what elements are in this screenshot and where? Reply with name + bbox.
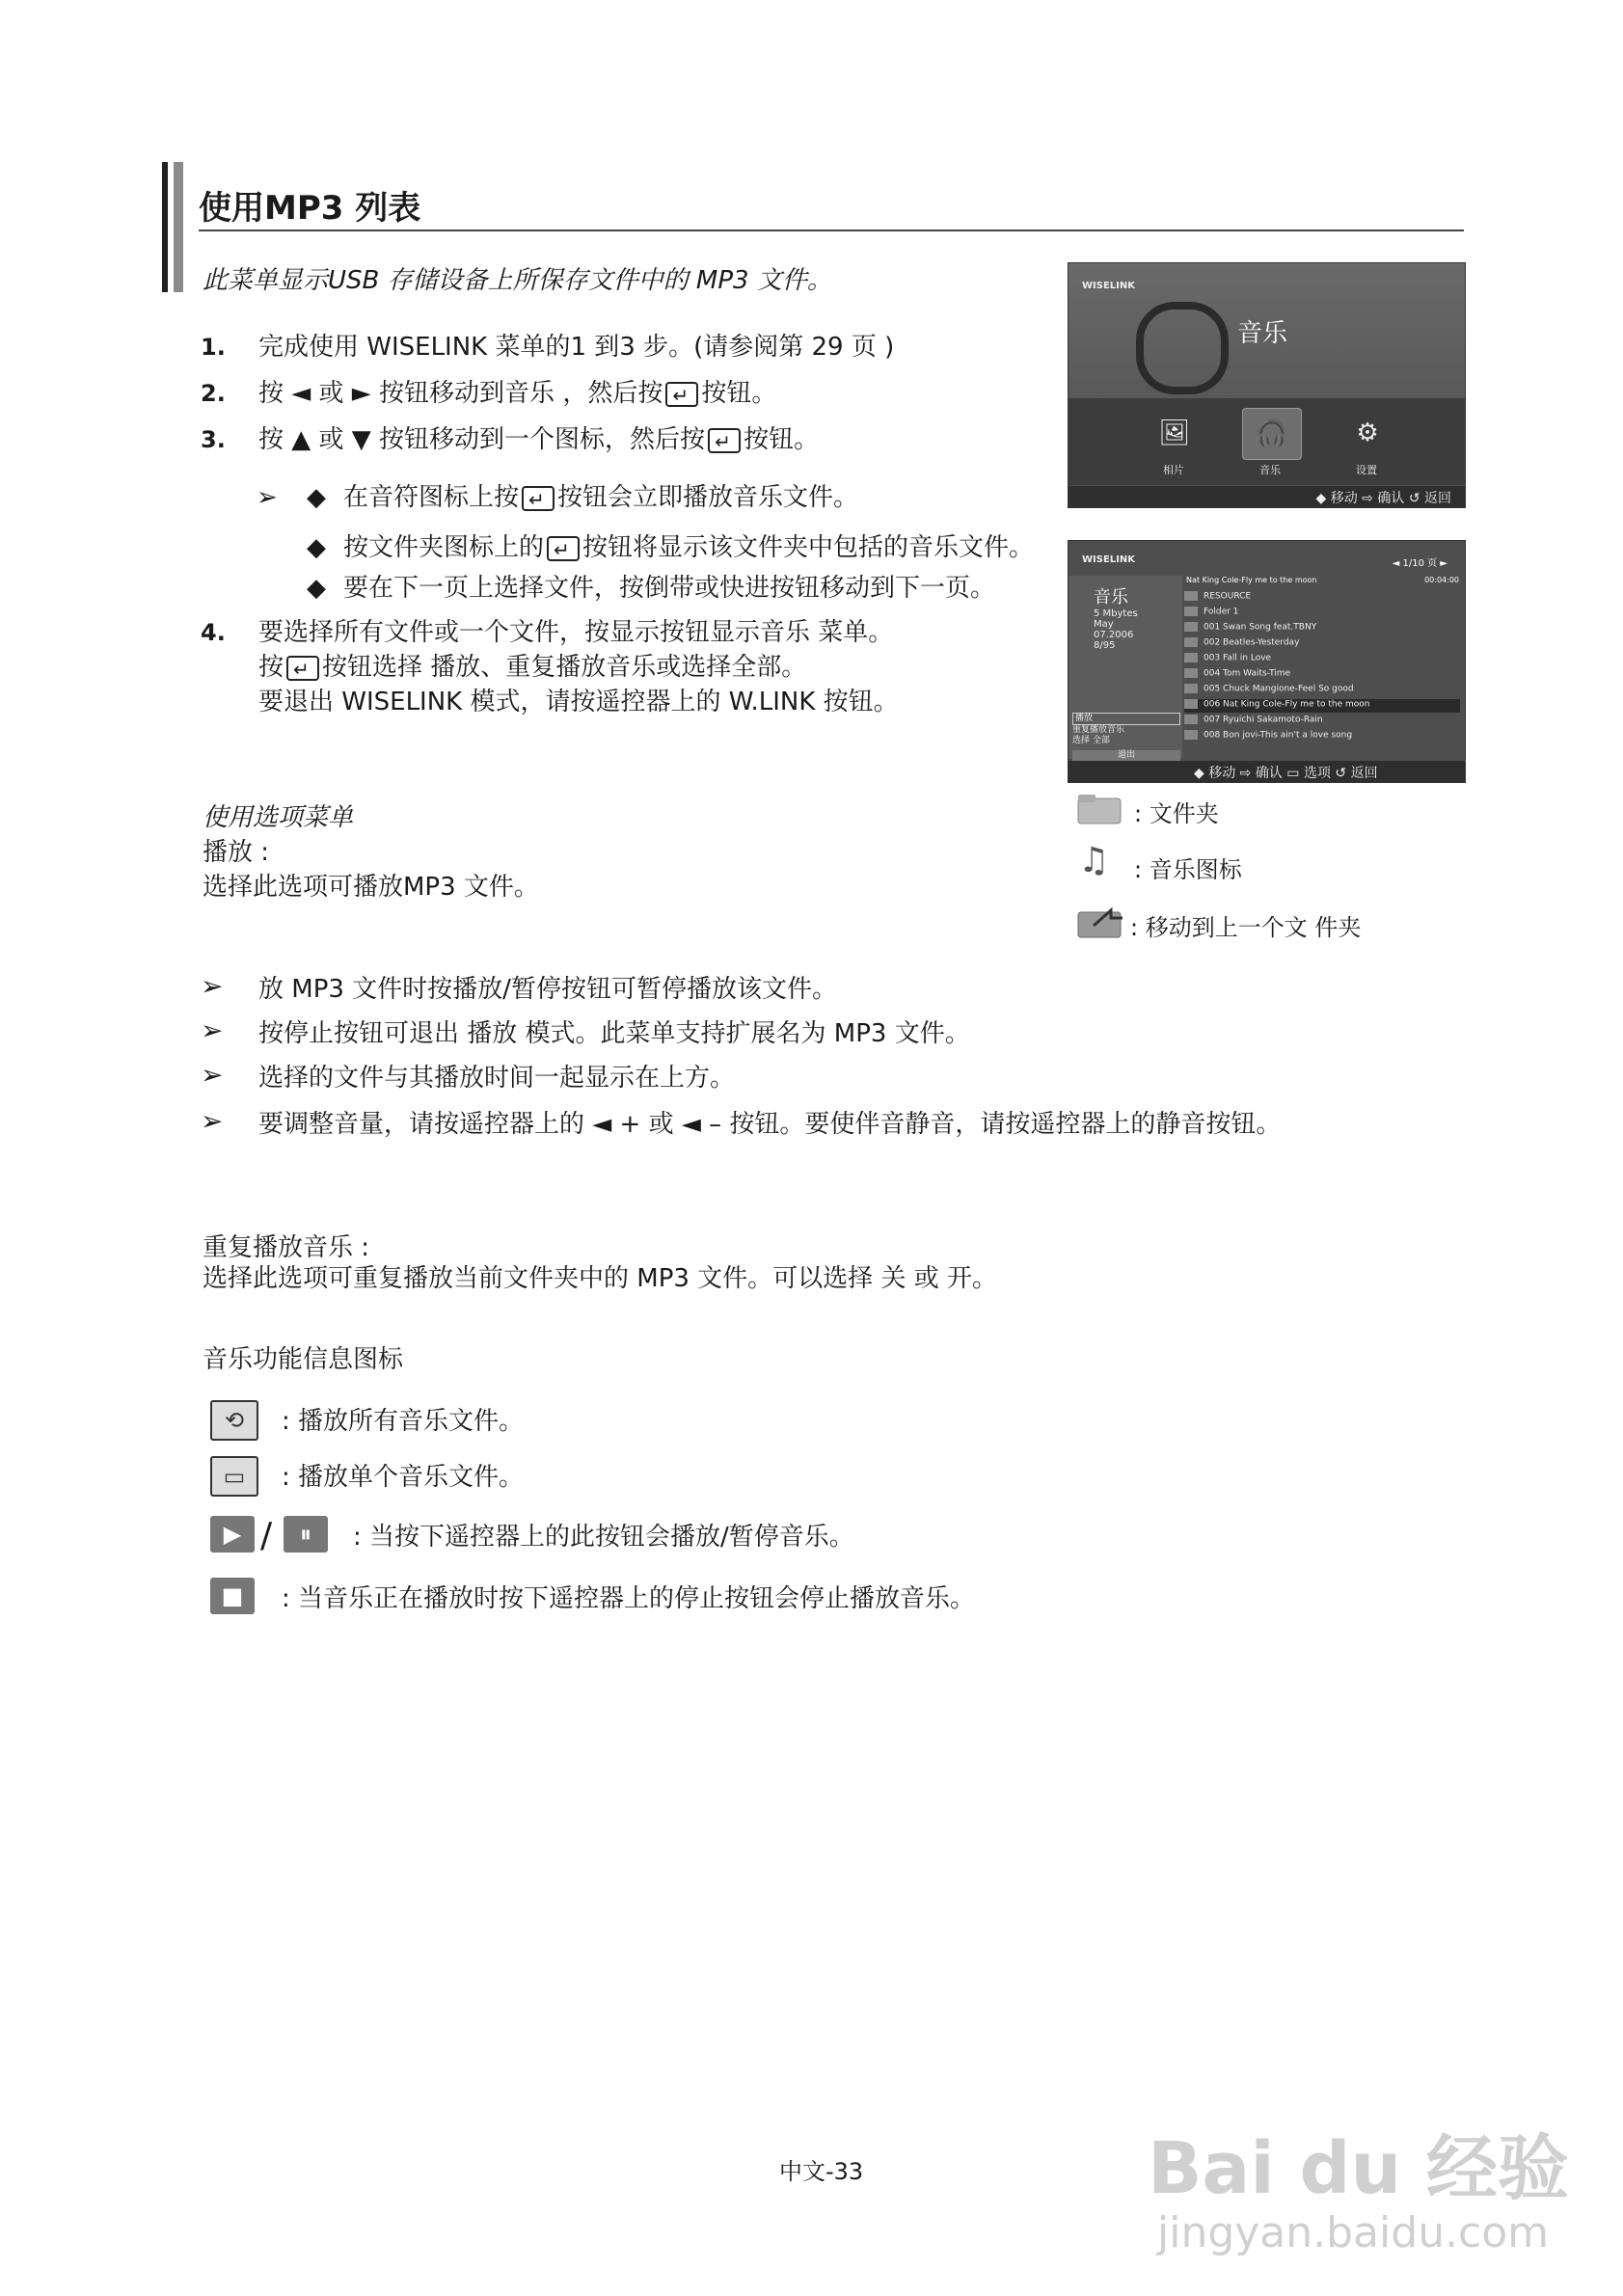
menu-item-repeat[interactable]: 重复播放音乐 (1072, 725, 1125, 735)
note-text: 在音符图标上按 (343, 483, 520, 512)
music-note-icon (1184, 607, 1198, 616)
note-text: 按钮将显示该文件夹中包括的音乐文件。 (582, 533, 1035, 562)
list-item[interactable] (1184, 622, 1316, 635)
row-label: 003 Fall in Love (1204, 653, 1272, 663)
pause-icon: ⏸ (284, 1516, 328, 1553)
music-note-icon (1184, 699, 1198, 709)
panel-title: 音乐 (1094, 587, 1128, 608)
list-item[interactable] (1184, 607, 1238, 620)
photo-icon: 🖼 (1158, 419, 1191, 447)
list-item[interactable] (1184, 668, 1290, 682)
repeat-one-icon: ▭ (210, 1456, 258, 1497)
list-item[interactable] (1184, 715, 1323, 728)
row-label: 005 Chuck Mangione-Feel So good (1204, 684, 1354, 694)
list-item[interactable] (1184, 637, 1299, 651)
row-label: 004 Tom Waits-Time (1204, 668, 1291, 679)
note-arrow-icon: ➢ (257, 483, 278, 512)
row-label: RESOURCE (1204, 591, 1252, 602)
play-desc: 选择此选项可播放MP3 文件。 (203, 873, 539, 902)
arrow-note-1: 放 MP3 文件时按播放/暂停按钮可暂停播放该文件。 (258, 975, 837, 1004)
row-label: Folder 1 (1204, 607, 1239, 617)
step-number: 2. (201, 380, 226, 407)
func-icons-heading: 音乐功能信息图标 (203, 1345, 404, 1374)
play-label: 播放 : (203, 838, 270, 867)
step-text: 按钮。 (744, 425, 820, 454)
step-text: 按 ◄ 或 ► 按钮移动到音乐 ，然后按 (258, 379, 663, 408)
icon-label-music: 音乐 (1259, 464, 1281, 476)
note-arrow-icon: ➢ (201, 1059, 224, 1091)
file-info (1094, 608, 1138, 651)
arrow-note-2: 按停止按钮可退出 播放 模式。此菜单支持扩展名为 MP3 文件。 (258, 1019, 970, 1048)
folder-icon (1076, 791, 1123, 825)
note-arrow-icon: ➢ (201, 1014, 224, 1046)
note-arrow-icon: ➢ (201, 1105, 224, 1137)
footer-hints: ◆ 移动 ⇨ 确认 ↺ 返回 (1315, 491, 1451, 506)
step-1 (201, 330, 226, 365)
note-text: 按文件夹图标上的 (343, 533, 545, 562)
step-text: 按钮选择 播放、重复播放音乐或选择全部。 (322, 653, 807, 682)
step-text: 按 (258, 653, 284, 682)
music-menu-screenshot (1068, 262, 1466, 508)
legend-up: : 移动到上一个文 件夹 (1130, 914, 1362, 941)
title-underline (199, 230, 1464, 231)
enter-icon (522, 486, 555, 511)
step-number: 1. (201, 334, 226, 361)
baidu-watermark: Bai du 经验 (1148, 2127, 1569, 2210)
step-4 (201, 615, 226, 650)
stop-icon: ■ (210, 1578, 255, 1614)
note-arrow-icon: ➢ (201, 970, 224, 1002)
enter-icon (547, 536, 580, 561)
screen-footer (1068, 761, 1465, 782)
step-number: 4. (201, 619, 226, 646)
bullet-diamond-icon: ◆ (307, 574, 326, 603)
option-menu (1072, 713, 1180, 761)
info-line: 8/95 (1094, 640, 1116, 651)
footer-hints: ◆ 移动 ⇨ 确认 ▭ 选项 ↺ 返回 (1194, 766, 1378, 781)
step-1-text: 完成使用 WISELINK 菜单的1 到3 步。(请参阅第 29 页 ) (258, 333, 895, 362)
music-icon: 🎧 (1242, 408, 1302, 460)
func-icon-desc: : 当音乐正在播放时按下遥控器上的停止按钮会停止播放音乐。 (282, 1584, 976, 1613)
music-note-icon (1184, 668, 1198, 678)
step-text: 按 ▲ 或 ▼ 按钮移动到一个图标，然后按 (258, 425, 706, 454)
enter-icon (665, 382, 698, 407)
list-item[interactable] (1184, 653, 1271, 666)
folder-icon (1184, 591, 1198, 601)
play-time: 00:04:00 (1424, 576, 1459, 584)
note-1 (343, 480, 858, 515)
note-text: 按钮会立即播放音乐文件。 (557, 483, 859, 512)
enter-icon (708, 428, 741, 453)
music-note-icon (1184, 715, 1198, 724)
arrow-note-3: 选择的文件与其播放时间一起显示在上方。 (258, 1064, 736, 1093)
option-menu-heading: 使用选项菜单 (203, 803, 354, 832)
title-bar-accent-grey (174, 162, 183, 292)
row-label: 002 Beatles-Yesterday (1204, 637, 1300, 648)
menu-exit[interactable]: 退出 (1072, 750, 1180, 761)
bullet-diamond-icon: ◆ (307, 483, 326, 512)
note-3: 要在下一页上选择文件，按倒带或快进按钮移动到下一页。 (343, 574, 996, 603)
headphones-icon (1136, 302, 1229, 394)
icon-label-settings: 设置 (1356, 464, 1377, 476)
row-label: 001 Swan Song feat.TBNY (1204, 622, 1317, 633)
func-icon-desc: : 播放单个音乐文件。 (282, 1463, 525, 1492)
step-3-text (258, 422, 819, 457)
wiselink-logo: WISELINK (1082, 281, 1135, 291)
repeat-all-icon: ⟲ (210, 1400, 258, 1441)
music-note-icon (1184, 730, 1198, 740)
legend-music: : 音乐图标 (1134, 856, 1242, 883)
icon-label-photo: 相片 (1163, 464, 1184, 476)
screen-title: 音乐 (1237, 319, 1288, 348)
legend-folder: : 文件夹 (1134, 800, 1219, 827)
list-item[interactable] (1184, 591, 1251, 605)
step-3 (201, 422, 226, 457)
music-note-icon (1184, 622, 1198, 632)
step-4-line-2 (258, 650, 806, 685)
info-line: 07.2006 (1094, 630, 1134, 640)
info-line: May (1094, 619, 1114, 630)
list-item[interactable] (1184, 684, 1354, 697)
music-note-icon (1184, 653, 1198, 662)
note-2 (343, 530, 1034, 565)
menu-item-play[interactable]: 播放 (1072, 713, 1180, 725)
slash-divider: / (260, 1516, 273, 1555)
list-item[interactable] (1184, 730, 1352, 743)
bullet-diamond-icon: ◆ (307, 533, 326, 562)
music-note-icon (1184, 637, 1198, 647)
step-number: 3. (201, 426, 226, 453)
step-2-text (258, 376, 776, 411)
arrow-note-4: 要调整音量，请按遥控器上的 ◄ + 或 ◄ – 按钮。要使伴音静音，请按遥控器上的静音按钮。 (258, 1110, 1282, 1139)
wiselink-logo: WISELINK (1082, 554, 1135, 565)
page-indicator: ◄ 1/10 页 ► (1392, 558, 1447, 569)
title-bar-accent (162, 162, 168, 292)
info-line: 5 Mbytes (1094, 608, 1138, 619)
music-list-screenshot (1068, 540, 1466, 783)
folder-up-icon (1076, 903, 1126, 941)
func-icon-desc: : 播放所有音乐文件。 (282, 1407, 525, 1436)
music-note-icon (1184, 684, 1198, 693)
music-note-icon: ♫ (1078, 841, 1110, 880)
baidu-watermark-url: jingyan.baidu.com (1157, 2208, 1550, 2257)
step-4-line-3: 要退出 WISELINK 模式，请按遥控器上的 W.LINK 按钮。 (258, 688, 899, 716)
repeat-desc: 选择此选项可重复播放当前文件夹中的 MP3 文件。可以选择 关 或 开。 (203, 1264, 997, 1293)
row-label: 006 Nat King Cole-Fly me to the moon (1204, 699, 1370, 710)
enter-icon (286, 656, 319, 681)
play-icon: ▶ (210, 1516, 255, 1553)
step-2 (201, 376, 226, 411)
page-title: 使用MP3 列表 (199, 189, 421, 228)
repeat-label: 重复播放音乐 : (203, 1233, 370, 1262)
step-text: 按钮。 (701, 379, 777, 408)
settings-icon: ⚙ (1356, 419, 1379, 447)
func-icon-desc: : 当按下遥控器上的此按钮会播放/暂停音乐。 (353, 1523, 854, 1552)
row-label: 008 Bon jovi-This ain't a love song (1204, 730, 1353, 741)
now-playing: Nat King Cole-Fly me to the moon (1186, 576, 1317, 584)
list-item-selected[interactable] (1184, 699, 1460, 713)
page-number: 中文-33 (779, 2158, 864, 2185)
page-subtitle: 此菜单显示USB 存储设备上所保存文件中的 MP3 文件。 (203, 266, 832, 295)
row-label: 007 Ryuichi Sakamoto-Rain (1204, 715, 1323, 725)
menu-item-select-all[interactable]: 选择 全部 (1072, 736, 1110, 745)
screen-footer (1068, 486, 1465, 507)
step-4-line-1: 要选择所有文件或一个文件，按显示按钮显示音乐 菜单。 (258, 618, 894, 647)
